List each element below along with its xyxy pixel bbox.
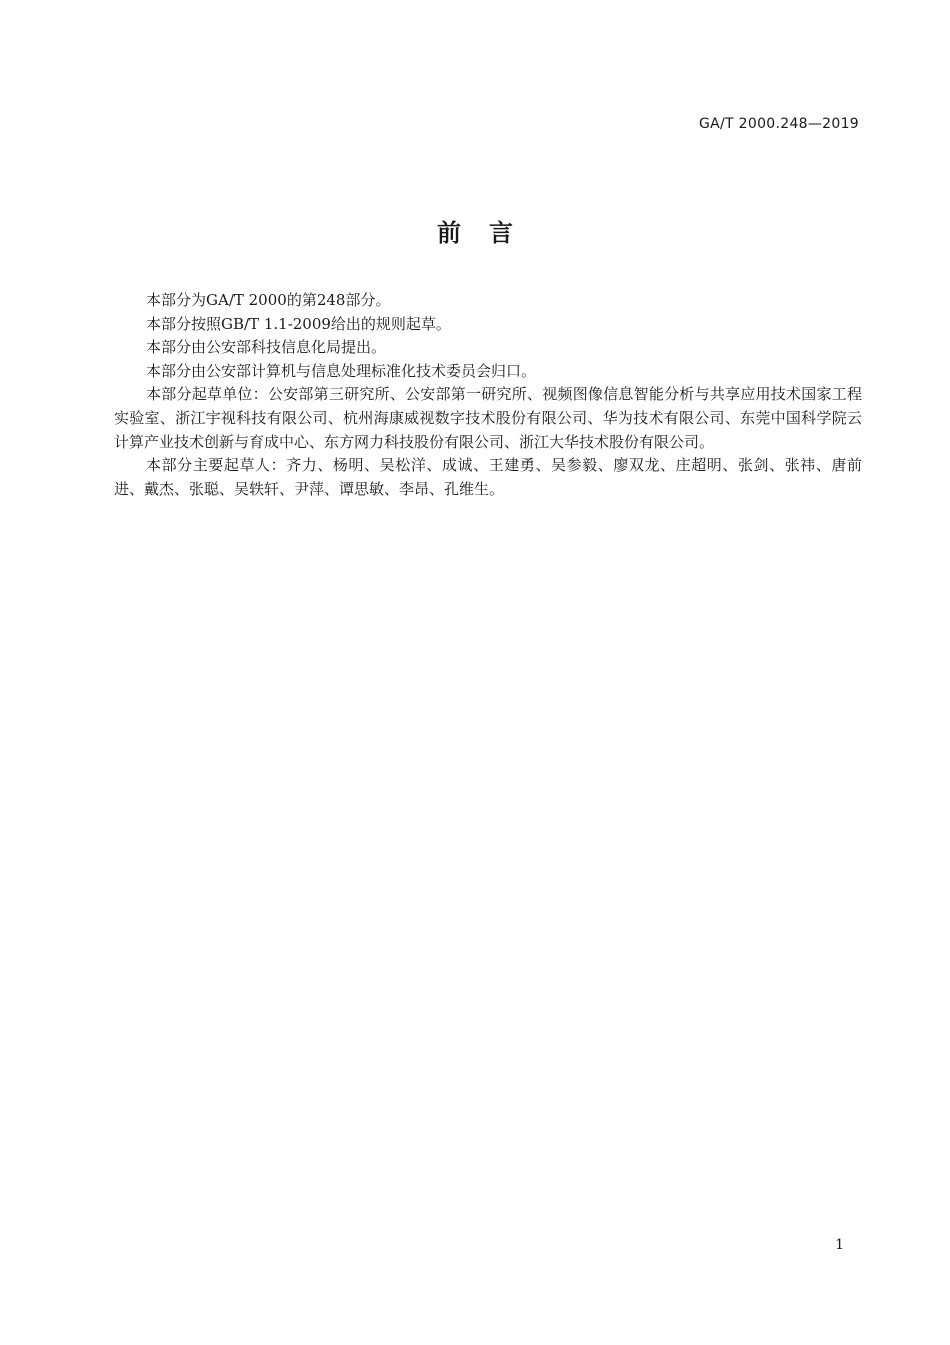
standard-code: GA/T 2000.248—2019: [699, 116, 859, 132]
paragraph-proposer: 本部分由公安部科技信息化局提出。: [146, 338, 387, 357]
paragraph-part-number: 本部分为GA/T 2000的第248部分。: [146, 291, 391, 309]
foreword-body: [114, 289, 862, 501]
paragraph-drafting-rules: 本部分按照GB/T 1.1-2009给出的规则起草。: [146, 314, 451, 333]
paragraph-main-drafters: 本部分主要起草人：齐力、杨明、吴松洋、成诚、王建勇、吴参毅、廖双龙、庄超明、张剑、张祎、唐前进、戴杰、张聪、吴轶轩、尹萍、谭思敏、李昂、孔维生。: [114, 456, 862, 498]
paragraph-technical-committee: 本部分由公安部计算机与信息处理标准化技术委员会归口。: [146, 361, 537, 380]
page-title: 前言: [437, 219, 541, 247]
paragraph-drafting-units: 本部分起草单位：公安部第三研究所、公安部第一研究所、视频图像信息智能分析与共享应用技术国家工程实验室、浙江宇视科技有限公司、杭州海康威视数字技术股份有限公司、华为技术有限公司、东莞中国科学院云计算产业技术创新与育成中心、东方网力科技股份有限公司、浙江大华技术股份有限公司。: [114, 385, 862, 451]
page-number: 1: [835, 1237, 844, 1253]
